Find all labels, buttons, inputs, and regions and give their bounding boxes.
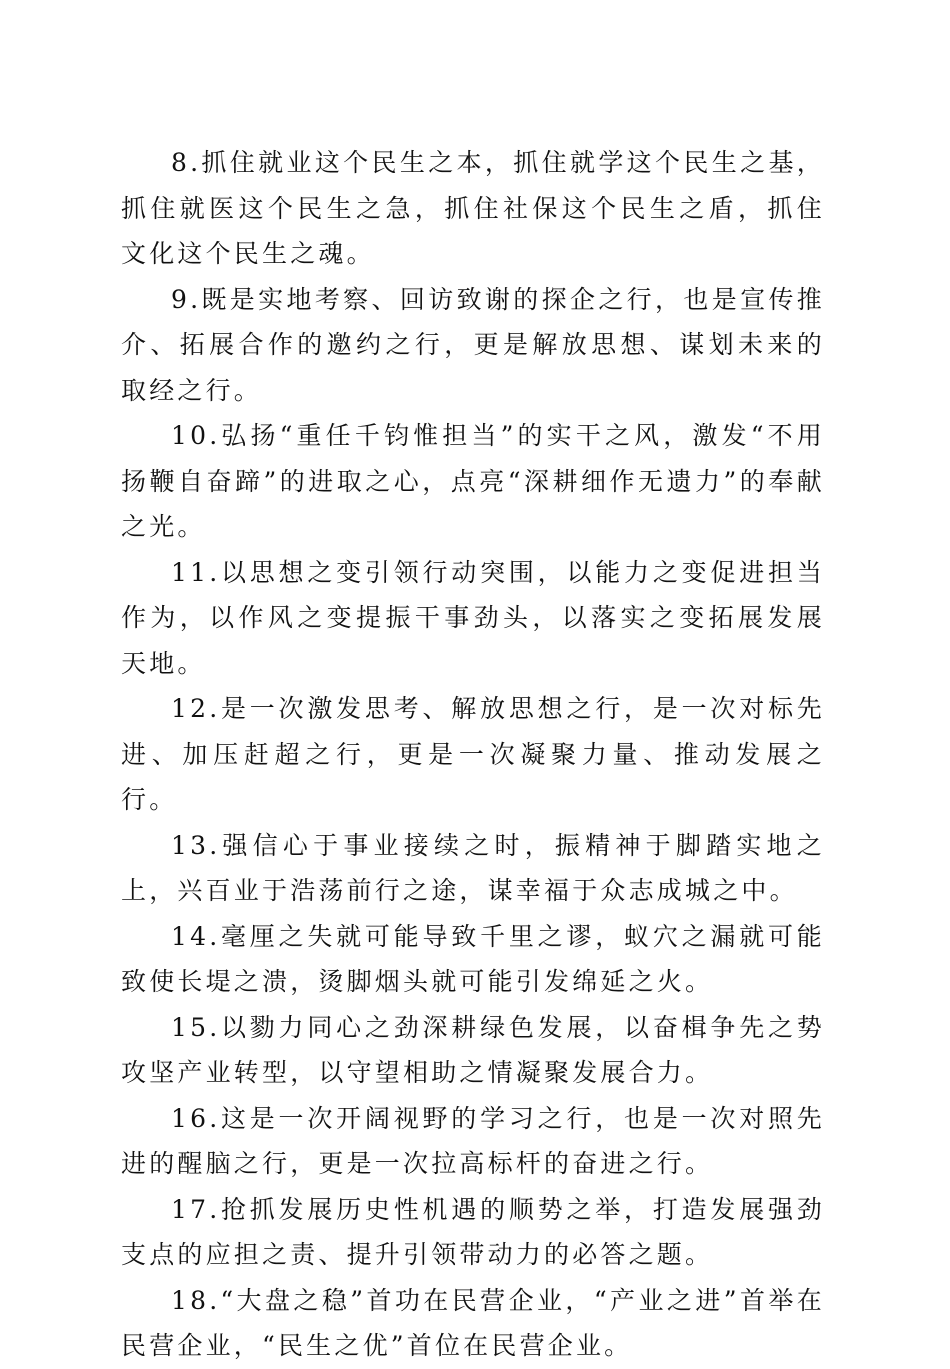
paragraph-10: 10.弘扬“重任千钧惟担当”的实干之风，激发“不用扬鞭自奋蹄”的进取之心，点亮“深耕细作无遗力”的奉献之光。: [121, 421, 825, 541]
paragraph-8: 8.抓住就业这个民生之本，抓住就学这个民生之基，抓住就医这个民生之急，抓住社保这个民生之盾，抓住文化这个民生之魂。: [121, 148, 825, 268]
paragraph-17: 17.抢抓发展历史性机遇的顺势之举，打造发展强劲支点的应担之责、提升引领带动力的必答之题。: [121, 1194, 825, 1269]
paragraph-14: 14.毫厘之失就可能导致千里之谬，蚁穴之漏就可能致使长堤之溃，烫脚烟头就可能引发绵延之火。: [121, 921, 825, 996]
paragraph-18: 18.“大盘之稳”首功在民营企业，“产业之进”首举在民营企业，“民生之优”首位在民营企业。: [121, 1285, 825, 1360]
paragraph-12: 12.是一次激发思考、解放思想之行，是一次对标先进、加压赶超之行，更是一次凝聚力量、推动发展之行。: [121, 694, 825, 814]
paragraph-15: 15.以勠力同心之劲深耕绿色发展，以奋楫争先之势攻坚产业转型，以守望相助之情凝聚发展合力。: [121, 1012, 825, 1087]
document-body: [121, 140, 825, 1369]
paragraph-13: 13.强信心于事业接续之时，振精神于脚踏实地之上，兴百业于浩荡前行之途，谋幸福于众志成城之中。: [121, 830, 825, 905]
paragraph-11: 11.以思想之变引领行动突围，以能力之变促进担当作为，以作风之变提振干事劲头，以落实之变拓展发展天地。: [121, 557, 825, 678]
paragraph-9: 9.既是实地考察、回访致谢的探企之行，也是宣传推介、拓展合作的邀约之行，更是解放思想、谋划未来的取经之行。: [121, 284, 825, 405]
paragraph-16: 16.这是一次开阔视野的学习之行，也是一次对照先进的醒脑之行，更是一次拉高标杆的奋进之行。: [121, 1103, 825, 1178]
